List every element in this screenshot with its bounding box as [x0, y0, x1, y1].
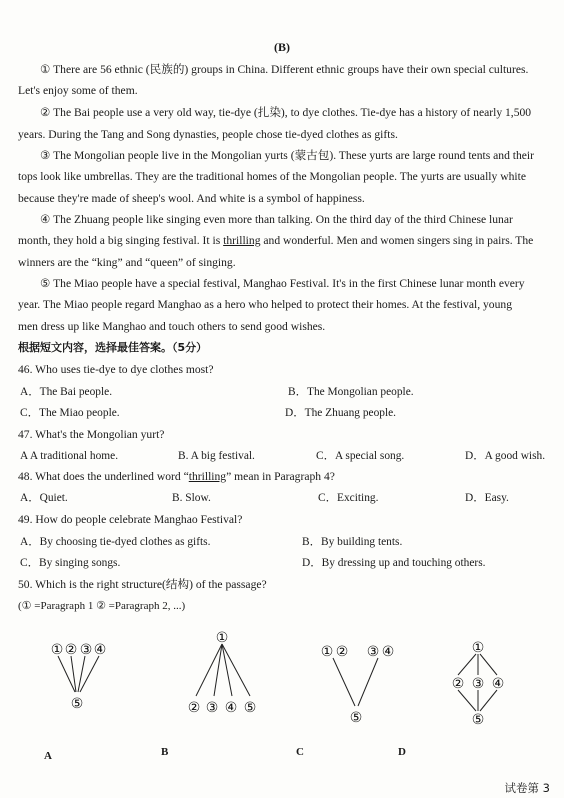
q48-option-c[interactable]: C．Exciting. — [318, 492, 379, 504]
question-46-stem: 46. Who uses tie-dye to dye clothes most? — [18, 363, 214, 376]
paragraph-2-line-2: years. During the Tang and Song dynasties, people chose tie-dyed clothes as gifts. — [18, 128, 398, 141]
diagram-c — [333, 658, 378, 706]
structure-diagrams — [0, 620, 564, 760]
instruction: 根据短文内容，选择最佳答案。（5分） — [18, 341, 208, 354]
paragraph-5-line-1: ⑤ The Miao people have a special festival, Manghao Festival. It's in the first Chinese lunar month every — [40, 277, 525, 290]
paragraph-4-line-1: ④ The Zhuang people like singing even more than talking. On the third day of the third Chinese lunar — [40, 213, 513, 226]
diagram-c-mark-3: ③ — [366, 644, 380, 660]
question-50-stem: 50. Which is the right structure(结构) of the passage? — [18, 578, 267, 591]
diagram-b-mark-4: ④ — [224, 700, 238, 716]
diagram-d-mark-1: ① — [471, 640, 485, 656]
diagram-b-mark-2: ② — [187, 700, 201, 716]
paragraph-3-line-1: ③ The Mongolian people live in the Mongolian yurts (蒙古包). These yurts are large round tents and their — [40, 149, 535, 162]
diagram-a-mark-1: ① — [50, 642, 64, 658]
q47-option-d[interactable]: D．A good wish. — [465, 450, 546, 462]
diagram-label-a[interactable]: A — [44, 750, 52, 762]
paragraph-5-line-3: men dress up like Manghao and touch others to send good wishes. — [18, 320, 326, 333]
q48-text-before: 48. What does the underlined word “ — [18, 470, 189, 483]
diagram-a-mark-3: ③ — [79, 642, 93, 658]
p4-text-after: and wonderful. Men and women singers sing in pairs. The — [260, 234, 534, 247]
diagram-d-mark-4: ④ — [491, 676, 505, 692]
paragraph-4-line-3: winners are the “king” and “queen” of singing. — [18, 256, 236, 269]
diagram-b-mark-1: ① — [215, 630, 229, 646]
diagram-b-mark-3: ③ — [205, 700, 219, 716]
underlined-word-thrilling: thrilling — [223, 234, 261, 247]
diagram-a-mark-2: ② — [64, 642, 78, 658]
q48-underlined-word: thrilling — [188, 470, 227, 483]
diagram-d-mark-3: ③ — [471, 676, 485, 692]
q46-option-d[interactable]: D．The Zhuang people. — [285, 407, 397, 419]
q48-text-after: ” mean in Paragraph 4? — [226, 470, 335, 483]
q47-option-a[interactable]: A A traditional home. — [20, 450, 119, 462]
question-48-stem — [18, 470, 335, 484]
paragraph-5-line-2: year. The Miao people regard Manghao as a hero who helped to protect their homes. At the festival, young — [18, 298, 512, 311]
diagram-c-mark-5: ⑤ — [349, 710, 363, 726]
diagram-c-mark-4: ④ — [381, 644, 395, 660]
q48-option-b[interactable]: B. Slow. — [172, 492, 211, 504]
diagram-d-mark-5: ⑤ — [471, 712, 485, 728]
q46-option-b[interactable]: B．The Mongolian people. — [288, 386, 414, 398]
question-47-stem: 47. What's the Mongolian yurt? — [18, 428, 165, 441]
diagram-b-mark-5: ⑤ — [243, 700, 257, 716]
q48-option-d[interactable]: D．Easy. — [465, 492, 509, 504]
q49-option-b[interactable]: B．By building tents. — [302, 536, 403, 548]
paragraph-1-line-2: Let's enjoy some of them. — [18, 84, 138, 97]
q49-option-d[interactable]: D．By dressing up and touching others. — [302, 557, 486, 569]
diagram-a-mark-4: ④ — [93, 642, 107, 658]
q47-option-b[interactable]: B. A big festival. — [178, 450, 255, 462]
paragraph-1-line-1: ① There are 56 ethnic (民族的) groups in China. Different ethnic groups have their own special cultures. — [40, 63, 529, 76]
diagram-a — [58, 656, 99, 692]
q49-option-c[interactable]: C．By singing songs. — [20, 557, 121, 569]
paragraph-3-line-2: tops look like umbrellas. They are the traditional homes of the Mongolian people. The yurts are usually white — [18, 170, 526, 183]
q49-option-a[interactable]: A．By choosing tie-dyed clothes as gifts. — [20, 536, 211, 548]
diagram-label-c[interactable]: C — [296, 746, 304, 758]
q46-option-c[interactable]: C．The Miao people. — [20, 407, 120, 419]
diagram-label-d[interactable]: D — [398, 746, 406, 758]
paragraph-4-line-2 — [18, 234, 533, 248]
diagram-d-mark-2: ② — [451, 676, 465, 692]
question-50-note: (① =Paragraph 1 ② =Paragraph 2, ...) — [18, 600, 186, 612]
q47-option-c[interactable]: C．A special song. — [316, 450, 405, 462]
page-number: 试卷第 3 — [504, 781, 550, 795]
diagram-b — [196, 644, 250, 696]
q48-option-a[interactable]: A．Quiet. — [20, 492, 68, 504]
diagram-label-b[interactable]: B — [161, 746, 169, 758]
paragraph-2-line-1: ② The Bai people use a very old way, tie-dye (扎染), to dye clothes. Tie-dye has a history of nearly 1,500 — [40, 106, 532, 119]
diagram-c-mark-1: ① — [320, 644, 334, 660]
question-49-stem: 49. How do people celebrate Manghao Festival? — [18, 513, 243, 526]
q46-option-a[interactable]: A．The Bai people. — [20, 386, 113, 398]
section-title: (B) — [274, 40, 290, 54]
p4-text-before: month, they hold a big singing festival. It is — [18, 234, 224, 247]
diagram-c-mark-2: ② — [335, 644, 349, 660]
diagram-a-mark-5: ⑤ — [70, 696, 84, 712]
paragraph-3-line-3: because they're made of sheep's wool. And white is a symbol of happiness. — [18, 192, 365, 205]
